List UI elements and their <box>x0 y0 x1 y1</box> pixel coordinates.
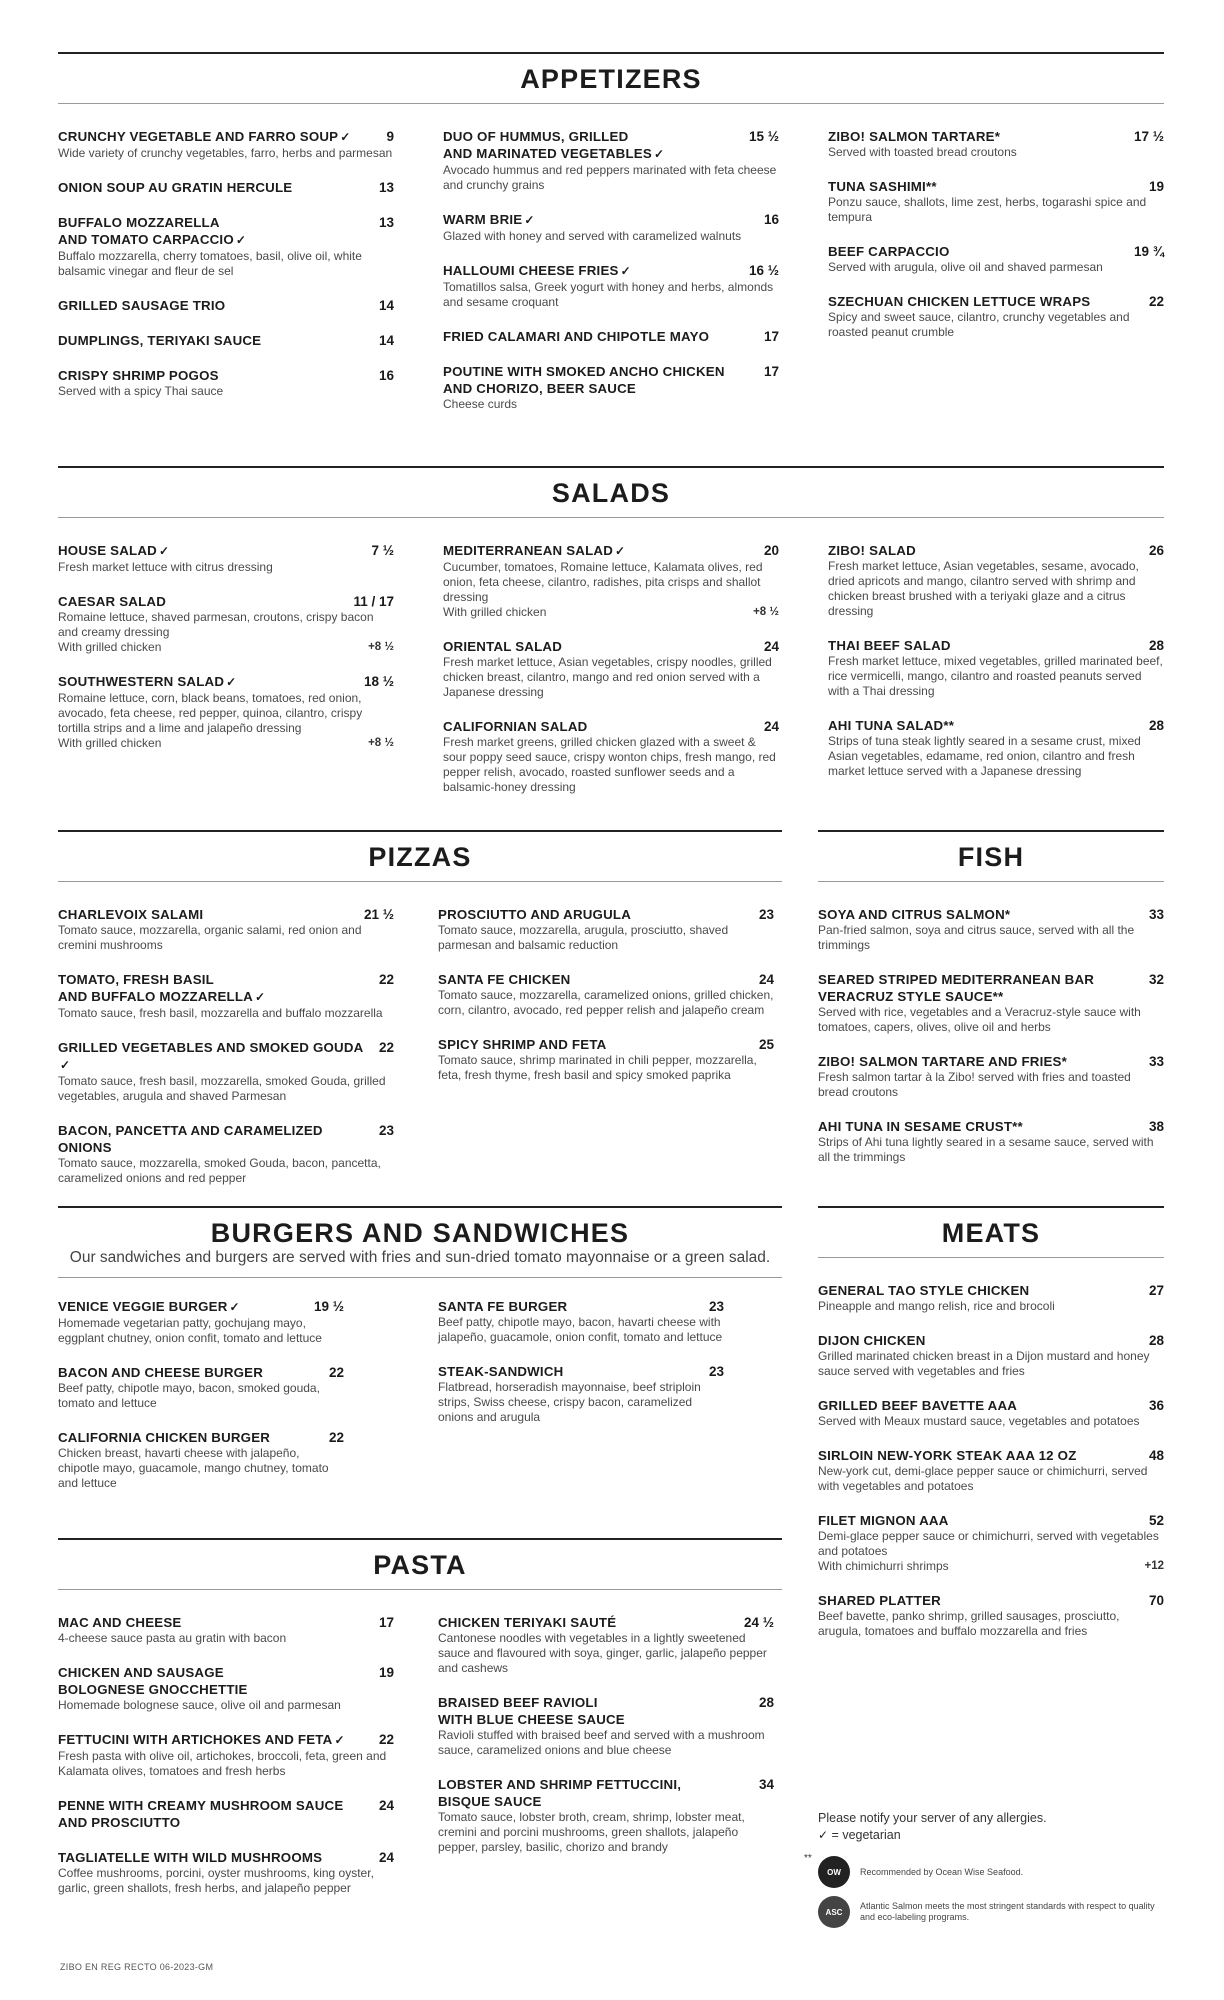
item-description: Fresh market lettuce, Asian vegetables, crispy noodles, grilled chicken breast, cilantro, mango and red onion served with a Japanese dressing <box>443 655 772 699</box>
item-description: Demi-glace pepper sauce or chimichurri, served with vegetables and potatoes <box>818 1529 1159 1558</box>
item-name: CRUNCHY VEGETABLE AND FARRO SOUP ✓ <box>58 129 351 144</box>
item-description: Tomato sauce, mozzarella, organic salami, red onion and cremini mushrooms <box>58 923 362 952</box>
item-price: 16 <box>763 212 779 227</box>
fish-title: FISH <box>818 832 1164 882</box>
menu-column <box>443 542 779 813</box>
appetizers-columns <box>58 128 1164 448</box>
item-price: 13 <box>378 215 394 230</box>
item-name: SOUTHWESTERN SALAD ✓ <box>58 674 237 689</box>
menu-item <box>58 214 394 279</box>
item-price: 13 <box>378 180 394 195</box>
item-description: Served with arugula, olive oil and shaved parmesan <box>828 260 1103 274</box>
menu-column <box>828 542 1164 797</box>
item-price: 9 <box>386 129 394 144</box>
item-description: Pineapple and mango relish, rice and brocoli <box>818 1299 1055 1313</box>
item-name: SIRLOIN NEW-YORK STEAK AAA 12 OZ <box>818 1448 1077 1463</box>
item-addon: With chimichurri shrimps +12 <box>818 1559 1164 1573</box>
menu-item <box>818 1118 1164 1165</box>
menu-item <box>828 717 1164 779</box>
menu-item <box>828 542 1164 619</box>
item-description: Homemade bolognese sauce, olive oil and parmesan <box>58 1698 341 1712</box>
item-description: Beef patty, chipotle mayo, bacon, havarti cheese with jalapeño, guacamole, onion confit, tomato and lettuce <box>438 1315 723 1344</box>
item-name: CHICKEN AND SAUSAGE BOLOGNESE GNOCCHETTIE <box>58 1665 248 1697</box>
menu-item <box>58 593 394 655</box>
item-price: 28 <box>1148 638 1164 653</box>
item-addon: With grilled chicken +8 ½ <box>443 605 779 619</box>
menu-item <box>58 367 394 399</box>
item-name: CRISPY SHRIMP POGOS <box>58 368 219 383</box>
salmon-note: Atlantic Salmon meets the most stringent standards with respect to quality and eco-labeling programs. <box>860 1901 1155 1922</box>
item-name: CHICKEN TERIYAKI SAUTÉ <box>438 1615 617 1630</box>
item-price: 34 <box>758 1777 774 1792</box>
item-name: HALLOUMI CHEESE FRIES ✓ <box>443 263 631 278</box>
item-name: SPICY SHRIMP AND FETA <box>438 1037 607 1052</box>
item-name: VENICE VEGGIE BURGER ✓ <box>58 1299 240 1314</box>
item-price: 22 <box>378 972 394 987</box>
menu-item <box>828 293 1164 340</box>
item-description: Romaine lettuce, shaved parmesan, croutons, crispy bacon and creamy dressing <box>58 610 374 639</box>
item-description: Beef patty, chipotle mayo, bacon, smoked gouda, tomato and lettuce <box>58 1381 320 1410</box>
vegetarian-icon: ✓ <box>818 1828 829 1842</box>
item-name: ZIBO! SALMON TARTARE AND FRIES* <box>818 1054 1067 1069</box>
item-name: SZECHUAN CHICKEN LETTUCE WRAPS <box>828 294 1091 309</box>
item-description: Chicken breast, havarti cheese with jalapeño, chipotle mayo, guacamole, mango chutney, tomato and lettuce <box>58 1446 329 1490</box>
item-price: 15 ½ <box>748 129 779 144</box>
item-name: BUFFALO MOZZARELLA AND TOMATO CARPACCIO ✓ <box>58 215 247 247</box>
fish-list <box>818 906 1164 1196</box>
item-description: Buffalo mozzarella, cherry tomatoes, basil, olive oil, white balsamic vinegar and fleur de sel <box>58 249 362 278</box>
menu-item <box>818 1447 1164 1494</box>
vegetarian-icon: ✓ <box>254 990 266 1004</box>
item-description: Cucumber, tomatoes, Romaine lettuce, Kalamata olives, red onion, feta cheese, cilantro, radishes, pita crisps and shallot dressing <box>443 560 763 604</box>
menu-column <box>828 128 1164 358</box>
meats-title: MEATS <box>818 1208 1164 1258</box>
pasta-columns <box>58 1614 782 1954</box>
item-price: 19 <box>1148 179 1164 194</box>
item-price: 17 <box>763 329 779 344</box>
salads-columns <box>58 542 1164 832</box>
item-name: BACON AND CHEESE BURGER <box>58 1365 264 1380</box>
item-price: 38 <box>1148 1119 1164 1134</box>
item-description: Tomato sauce, mozzarella, arugula, prosciutto, shaved parmesan and balsamic reduction <box>438 923 729 952</box>
menu-column <box>58 542 394 769</box>
item-description: Tomato sauce, mozzarella, smoked Gouda, bacon, pancetta, caramelized onions and red pepper <box>58 1156 381 1185</box>
menu-item <box>818 1053 1164 1100</box>
item-price: 14 <box>378 333 394 348</box>
item-description: Glazed with honey and served with caramelized walnuts <box>443 229 742 243</box>
item-name: PROSCIUTTO AND ARUGULA <box>438 907 632 922</box>
menu-item <box>818 906 1164 953</box>
item-description: Ponzu sauce, shallots, lime zest, herbs, togarashi spice and tempura <box>828 195 1147 224</box>
item-name: SEARED STRIPED MEDITERRANEAN BAR VERACRUZ STYLE SAUCE** <box>818 972 1095 1004</box>
document-code: ZIBO EN REG RECTO 06-2023-GM <box>60 1962 214 1972</box>
vegetarian-icon: ✓ <box>235 233 247 247</box>
pizzas-title: PIZZAS <box>58 832 782 882</box>
item-description: Tomato sauce, fresh basil, mozzarella and buffalo mozzarella <box>58 1006 383 1020</box>
menu-item <box>443 542 779 620</box>
item-name: BRAISED BEEF RAVIOLI WITH BLUE CHEESE SAUCE <box>438 1695 625 1727</box>
item-price: 28 <box>1148 718 1164 733</box>
item-name: ZIBO! SALAD <box>828 543 916 558</box>
item-description: Strips of Ahi tuna lightly seared in a sesame sauce, served with all the trimmings <box>818 1135 1154 1164</box>
menu-item <box>443 262 779 310</box>
item-description: Homemade vegetarian patty, gochujang mayo, eggplant chutney, onion confit, tomato and lettuce <box>58 1316 322 1345</box>
item-description: Served with rice, vegetables and a Veracruz-style sauce with tomatoes, capers, olives, olive oil and herbs <box>818 1005 1141 1034</box>
item-name: THAI BEEF SALAD <box>828 638 951 653</box>
item-name: ZIBO! SALMON TARTARE* <box>828 129 1001 144</box>
item-price: 17 ½ <box>1133 129 1164 144</box>
menu-item <box>818 1592 1164 1639</box>
item-name: WARM BRIE ✓ <box>443 212 535 227</box>
menu-item <box>443 718 779 795</box>
item-name: SANTA FE BURGER <box>438 1299 568 1314</box>
menu-item <box>438 1694 774 1758</box>
menu-item <box>58 128 394 161</box>
item-name: DUO OF HUMMUS, GRILLED AND MARINATED VEGETABLES ✓ <box>443 129 665 161</box>
item-name: AHI TUNA IN SESAME CRUST** <box>818 1119 1023 1134</box>
menu-item <box>58 297 394 314</box>
item-price: 22 <box>378 1040 394 1055</box>
menu-column <box>443 128 779 430</box>
item-price: 16 ½ <box>748 263 779 278</box>
item-name: SANTA FE CHICKEN <box>438 972 571 987</box>
item-description: Romaine lettuce, corn, black beans, tomatoes, red onion, avocado, feta cheese, red pepper, quinoa, cilantro, crispy tortilla strips and a lime and jalapeño dressing <box>58 691 363 735</box>
item-addon: With grilled chicken +8 ½ <box>58 640 394 654</box>
item-price: 24 <box>758 972 774 987</box>
menu-item <box>828 243 1164 275</box>
menu-item <box>828 637 1164 699</box>
menu-column <box>818 1282 1164 1657</box>
menu-item <box>818 1282 1164 1314</box>
item-name: ORIENTAL SALAD <box>443 639 563 654</box>
item-price: 24 <box>763 639 779 654</box>
burgers-section <box>58 1206 782 1278</box>
item-description: Spicy and sweet sauce, cilantro, crunchy vegetables and roasted peanut crumble <box>828 310 1130 339</box>
salmon-certification-logo-icon: ASC <box>818 1896 850 1928</box>
item-price: 33 <box>1148 907 1164 922</box>
ocean-wise-note: Recommended by Ocean Wise Seafood. <box>860 1866 1024 1877</box>
item-price: 22 <box>1148 294 1164 309</box>
item-name: MAC AND CHEESE <box>58 1615 182 1630</box>
menu-item <box>818 1512 1164 1574</box>
menu-item <box>58 332 394 349</box>
item-name: AHI TUNA SALAD** <box>828 718 955 733</box>
menu-item <box>58 1364 344 1411</box>
item-name: TOMATO, FRESH BASIL AND BUFFALO MOZZARELLA ✓ <box>58 972 266 1004</box>
vegetarian-icon: ✓ <box>340 130 351 144</box>
item-name: CAESAR SALAD <box>58 594 167 609</box>
item-description: Beef bavette, panko shrimp, grilled sausages, prosciutto, arugula, tomatoes and buffalo mozzarella and fries <box>818 1609 1120 1638</box>
item-name: GRILLED SAUSAGE TRIO <box>58 298 226 313</box>
menu-item <box>58 1122 394 1186</box>
item-name: MEDITERRANEAN SALAD ✓ <box>443 543 626 558</box>
item-price: 22 <box>378 1732 394 1747</box>
pizzas-columns <box>58 906 782 1196</box>
item-description: Cheese curds <box>443 397 518 411</box>
menu-item <box>58 971 394 1021</box>
item-name: BEEF CARPACCIO <box>828 244 950 259</box>
vegetarian-icon: ✓ <box>620 264 631 278</box>
item-name: BACON, PANCETTA AND CARAMELIZED ONIONS <box>58 1123 323 1155</box>
item-description: Wide variety of crunchy vegetables, farro, herbs and parmesan <box>58 146 393 160</box>
item-description: Coffee mushrooms, porcini, oyster mushrooms, king oyster, garlic, green shallots, fresh herbs, and jalapeño pepper <box>58 1866 374 1895</box>
menu-item <box>58 673 394 751</box>
item-description: Avocado hummus and red peppers marinated with feta cheese and crunchy grains <box>443 163 777 192</box>
item-price: 28 <box>1148 1333 1164 1348</box>
meats-section <box>818 1206 1164 1258</box>
item-price: 36 <box>1148 1398 1164 1413</box>
item-description: Ravioli stuffed with braised beef and served with a mushroom sauce, caramelized onions and blue cheese <box>438 1728 765 1757</box>
menu-item <box>818 1332 1164 1379</box>
item-price: 24 <box>763 719 779 734</box>
item-name: CALIFORNIA CHICKEN BURGER <box>58 1430 271 1445</box>
item-price: 23 <box>758 907 774 922</box>
menu-item <box>443 211 779 244</box>
veg-legend: ✓ = vegetarian <box>818 1828 901 1842</box>
item-description: New-york cut, demi-glace pepper sauce or chimichurri, served with vegetables and potatoes <box>818 1464 1148 1493</box>
vegetarian-icon: ✓ <box>524 213 535 227</box>
item-description: Grilled marinated chicken breast in a Dijon mustard and honey sauce served with vegetables and fries <box>818 1349 1150 1378</box>
item-name: CHARLEVOIX SALAMI <box>58 907 204 922</box>
menu-item <box>818 1397 1164 1429</box>
item-description: Fresh salmon tartar à la Zibo! served with fries and toasted bread croutons <box>818 1070 1131 1099</box>
allergy-note: Please notify your server of any allergies. <box>818 1811 1047 1825</box>
menu-item <box>443 638 779 700</box>
item-price: 32 <box>1148 972 1164 987</box>
item-description: Tomato sauce, lobster broth, cream, shrimp, lobster meat, cremini and porcini mushrooms, green shallots, jalapeño pepper, parsley, basilic, chorizo and brandy <box>438 1810 745 1854</box>
item-name: LOBSTER AND SHRIMP FETTUCCINI, BISQUE SAUCE <box>438 1777 682 1809</box>
burgers-columns <box>58 1298 782 1528</box>
item-name: FRIED CALAMARI AND CHIPOTLE MAYO <box>443 329 710 344</box>
menu-item <box>828 128 1164 160</box>
item-price: 16 <box>378 368 394 383</box>
item-description: Cantonese noodles with vegetables in a lightly sweetened sauce and flavoured with soya, ginger, garlic, jalapeño pepper and cashews <box>438 1631 767 1675</box>
menu-column <box>58 1614 394 1914</box>
item-name: FILET MIGNON AAA <box>818 1513 949 1528</box>
menu-item <box>818 971 1164 1035</box>
item-price: 24 ½ <box>743 1615 774 1630</box>
item-price: 24 <box>378 1798 394 1813</box>
vegetarian-icon: ✓ <box>60 1058 71 1072</box>
item-price: 28 <box>758 1695 774 1710</box>
item-name: FETTUCINI WITH ARTICHOKES AND FETA ✓ <box>58 1732 345 1747</box>
item-description: Served with a spicy Thai sauce <box>58 384 224 398</box>
item-price: 23 <box>708 1299 724 1314</box>
item-price: 19 <box>378 1665 394 1680</box>
item-description: Flatbread, horseradish mayonnaise, beef striploin strips, Swiss cheese, crispy bacon, caramelized onions and arugula <box>438 1380 701 1424</box>
item-price: 52 <box>1148 1513 1164 1528</box>
item-price: 17 <box>378 1615 394 1630</box>
menu-column <box>818 906 1164 1183</box>
item-name: SOYA AND CITRUS SALMON* <box>818 907 1011 922</box>
appetizers-section <box>58 52 1164 104</box>
salads-section <box>58 466 1164 518</box>
menu-item <box>438 1298 724 1345</box>
item-name: ONION SOUP AU GRATIN HERCULE <box>58 180 293 195</box>
menu-item <box>438 1776 774 1855</box>
item-price: 19 ½ <box>313 1299 344 1314</box>
meats-list <box>818 1282 1164 1702</box>
item-price: 18 ½ <box>363 674 394 689</box>
item-name: HOUSE SALAD ✓ <box>58 543 170 558</box>
menu-item <box>58 1664 394 1713</box>
item-description: Fresh market lettuce, mixed vegetables, grilled marinated beef, rice vermicelli, mango, cilantro and roasted peanuts served with a Thai dressing <box>828 654 1163 698</box>
double-star-marker: ** <box>804 1853 812 1864</box>
menu-column <box>438 1298 724 1443</box>
menu-column <box>58 906 394 1204</box>
item-name: GRILLED VEGETABLES AND SMOKED GOUDA✓ <box>58 1040 364 1072</box>
item-price: 20 <box>763 543 779 558</box>
vegetarian-icon: ✓ <box>226 675 237 689</box>
menu-item <box>58 1298 344 1346</box>
item-description: Served with toasted bread croutons <box>828 145 1017 159</box>
menu-item <box>58 179 394 196</box>
item-name: DUMPLINGS, TERIYAKI SAUCE <box>58 333 262 348</box>
menu-column <box>58 128 394 417</box>
appetizers-title: APPETIZERS <box>58 54 1164 104</box>
item-price: 24 <box>378 1850 394 1865</box>
item-price: 27 <box>1148 1283 1164 1298</box>
menu-item <box>58 1731 394 1779</box>
item-name: POUTINE WITH SMOKED ANCHO CHICKEN AND CHORIZO, BEER SAUCE <box>443 364 725 396</box>
item-name: TUNA SASHIMI** <box>828 179 937 194</box>
vegetarian-icon: ✓ <box>334 1733 345 1747</box>
item-description: Tomato sauce, fresh basil, mozzarella, smoked Gouda, grilled vegetables, arugula and shaved Parmesan <box>58 1074 386 1103</box>
vegetarian-icon: ✓ <box>615 544 626 558</box>
item-price: 70 <box>1148 1593 1164 1608</box>
menu-column <box>438 906 774 1101</box>
menu-item <box>58 1797 394 1831</box>
item-name: GENERAL TAO STYLE CHICKEN <box>818 1283 1030 1298</box>
menu-item <box>443 363 779 412</box>
ocean-wise-logo-icon: OW <box>818 1856 850 1888</box>
menu-item <box>828 178 1164 225</box>
fish-section <box>818 830 1164 882</box>
item-addon: With grilled chicken +8 ½ <box>58 736 394 750</box>
item-name: GRILLED BEEF BAVETTE AAA <box>818 1398 1018 1413</box>
menu-item <box>58 1614 394 1646</box>
menu-column <box>58 1298 344 1509</box>
menu-item <box>438 1614 774 1676</box>
item-description: 4-cheese sauce pasta au gratin with bacon <box>58 1631 287 1645</box>
item-price: 25 <box>758 1037 774 1052</box>
menu-item <box>58 1429 344 1491</box>
item-description: Served with Meaux mustard sauce, vegetables and potatoes <box>818 1414 1140 1428</box>
menu-item <box>438 1363 724 1425</box>
item-price: 19 ¾ <box>1133 244 1164 259</box>
item-price: 14 <box>378 298 394 313</box>
menu-item <box>438 971 774 1018</box>
item-price: 22 <box>328 1365 344 1380</box>
menu-item <box>438 1036 774 1083</box>
item-price: 21 ½ <box>363 907 394 922</box>
menu-item <box>443 128 779 193</box>
menu-item <box>58 906 394 953</box>
item-description: Fresh market greens, grilled chicken glazed with a sweet & sour poppy seed sauce, crispy wonton chips, fresh mango, red pepper relish, avocado, roasted sunflower seeds and a balsamic-honey dressing <box>443 735 776 794</box>
burgers-subtitle: Our sandwiches and burgers are served with fries and sun-dried tomato mayonnaise or a green salad. <box>69 1249 771 1266</box>
menu-item <box>58 1039 394 1104</box>
pasta-title: PASTA <box>58 1540 782 1590</box>
pasta-section <box>58 1538 782 1590</box>
item-price: 23 <box>708 1364 724 1379</box>
item-name: STEAK-SANDWICH <box>438 1364 564 1379</box>
item-name: PENNE WITH CREAMY MUSHROOM SAUCE AND PROSCIUTTO <box>58 1798 344 1830</box>
item-price: 23 <box>378 1123 394 1138</box>
salads-title: SALADS <box>58 468 1164 518</box>
pizzas-section <box>58 830 782 882</box>
item-description: Fresh market lettuce with citrus dressing <box>58 560 273 574</box>
item-name: SHARED PLATTER <box>818 1593 941 1608</box>
menu-item <box>438 906 774 953</box>
item-price: 26 <box>1148 543 1164 558</box>
item-description: Fresh market lettuce, Asian vegetables, sesame, avocado, dried apricots and mango, cilantro served with shrimp and chicken breast brushed with a teriyaki glaze and a citrus dressing <box>828 559 1139 618</box>
item-description: Strips of tuna steak lightly seared in a sesame crust, mixed Asian vegetables, edamame, red onion, cilantro and fresh market lettuce served with a Japanese dressing <box>828 734 1141 778</box>
item-description: Tomato sauce, shrimp marinated in chili pepper, mozzarella, feta, fresh thyme, fresh basil and spicy smoked paprika <box>438 1053 757 1082</box>
item-price: 22 <box>328 1430 344 1445</box>
menu-item <box>443 328 779 345</box>
burgers-title: BURGERS AND SANDWICHES <box>210 1218 630 1248</box>
item-name: DIJON CHICKEN <box>818 1333 926 1348</box>
item-price: 33 <box>1148 1054 1164 1069</box>
vegetarian-icon: ✓ <box>158 544 170 558</box>
item-price: 7 ½ <box>371 543 394 558</box>
item-description: Tomato sauce, mozzarella, caramelized onions, grilled chicken, corn, cilantro, avocado, red pepper relish and jalapeño cream <box>438 988 774 1017</box>
item-description: Pan-fried salmon, soya and citrus sauce, served with all the trimmings <box>818 923 1135 952</box>
vegetarian-icon: ✓ <box>653 147 665 161</box>
item-name: TAGLIATELLE WITH WILD MUSHROOMS <box>58 1850 323 1865</box>
vegetarian-icon: ✓ <box>229 1300 240 1314</box>
item-price: 17 <box>763 364 779 379</box>
item-description: Tomatillos salsa, Greek yogurt with honey and herbs, almonds and sesame croquant <box>443 280 774 309</box>
menu-item <box>58 1849 394 1896</box>
menu-item <box>58 542 394 575</box>
item-description: Fresh pasta with olive oil, artichokes, broccoli, feta, green and Kalamata olives, tomatoes and fresh herbs <box>58 1749 387 1778</box>
footnotes <box>804 1810 1164 1928</box>
item-price: 11 / 17 <box>353 594 394 609</box>
item-price: 48 <box>1148 1448 1164 1463</box>
menu-column <box>438 1614 774 1873</box>
item-name: CALIFORNIAN SALAD <box>443 719 588 734</box>
